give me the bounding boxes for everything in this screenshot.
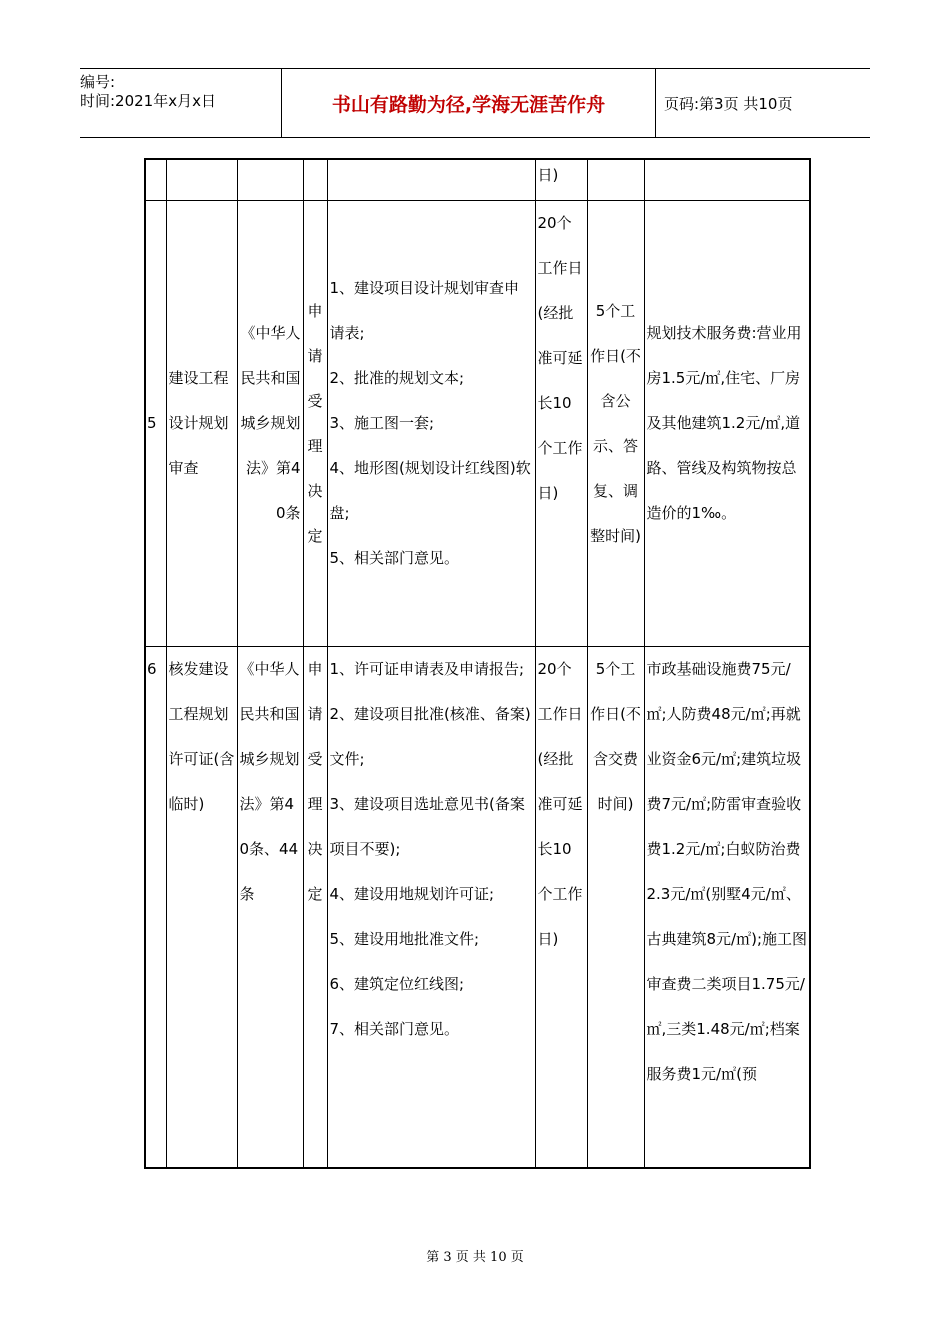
cell-promised-time: 5个工作日(不含交费时间) [587, 647, 644, 1168]
cell-legal-time: 20个工作日(经批准可延长10个工作日) [535, 201, 587, 647]
page-footer: 第 3 页 共 10 页 [426, 1250, 524, 1265]
cell-promised-time: 5个工作日(不含公示、答复、调整时间) [587, 201, 644, 647]
cell-procedure: 申请受理决定 [303, 647, 327, 1168]
material-item: 4、建设用地规划许可证; [329, 885, 495, 903]
cell-no: 6 [145, 647, 166, 1168]
approval-items-table [144, 158, 811, 1169]
cell-basis: 《中华人民共和国城乡规划法》第40条、44条 [237, 647, 303, 1168]
header-meta [80, 69, 280, 137]
cell-materials [327, 201, 535, 647]
document-time-label: 时间:2021年x月x日 [80, 92, 216, 110]
cell-fees: 规划技术服务费:营业用房1.5元/㎡,住宅、厂房及其他建筑1.2元/㎡,道路、管线及构筑物按总造价的1‰。 [644, 201, 810, 647]
cell-materials [327, 159, 535, 201]
cell-item: 核发建设工程规划许可证(含临时) [166, 647, 237, 1168]
material-item: 1、许可证申请表及申请报告; [329, 660, 525, 678]
header-page-info: 页码:第3页 共10页 [664, 94, 793, 113]
material-item: 3、施工图一套; [329, 414, 435, 432]
cell-fees: 市政基础设施费75元/㎡;人防费48元/㎡;再就业资金6元/㎡;建筑垃圾费7元/㎡;防雷审查验收费1.2元/㎡;白蚁防治费2.3元/㎡(别墅4元/㎡、古典建筑8元/㎡);施工图审查费二类项目1.75元/㎡,三类1.48元/㎡;档案服务费1元/㎡(预 [644, 647, 810, 1168]
material-item: 1、建设项目设计规划审查申请表; [329, 279, 520, 342]
cell-promised-time [587, 159, 644, 201]
document-number-label: 编号: [80, 73, 116, 91]
table-row [145, 201, 810, 647]
material-item: 6、建筑定位红线图; [329, 975, 465, 993]
material-item: 2、批准的规划文本; [329, 369, 465, 387]
cell-basis [237, 159, 303, 201]
cell-legal-time: 20个工作日(经批准可延长10个工作日) [535, 647, 587, 1168]
material-item: 4、地形图(规划设计红线图)软盘; [329, 459, 531, 522]
table-row-continuation [145, 159, 810, 201]
cell-no [145, 159, 166, 201]
table-row [145, 647, 810, 1168]
cell-item: 建设工程设计规划审查 [166, 201, 237, 647]
material-item: 5、相关部门意见。 [329, 549, 460, 567]
cell-item [166, 159, 237, 201]
cell-materials [327, 647, 535, 1168]
page-header [80, 68, 870, 138]
cell-legal-time: 日) [535, 159, 587, 201]
material-item: 5、建设用地批准文件; [329, 930, 480, 948]
cell-procedure: 申请受理决定 [303, 201, 327, 647]
cell-no: 5 [145, 201, 166, 647]
material-item: 3、建设项目选址意见书(备案项目不要); [329, 795, 525, 858]
cell-basis: 《中华人民共和国城乡规划法》第40条 [237, 201, 303, 647]
material-item: 2、建设项目批准(核准、备案)文件; [329, 705, 531, 768]
material-item: 7、相关部门意见。 [329, 1020, 460, 1038]
cell-procedure [303, 159, 327, 201]
header-motto: 书山有路勤为径,学海无涯苦作舟 [281, 69, 656, 137]
cell-fees [644, 159, 810, 201]
